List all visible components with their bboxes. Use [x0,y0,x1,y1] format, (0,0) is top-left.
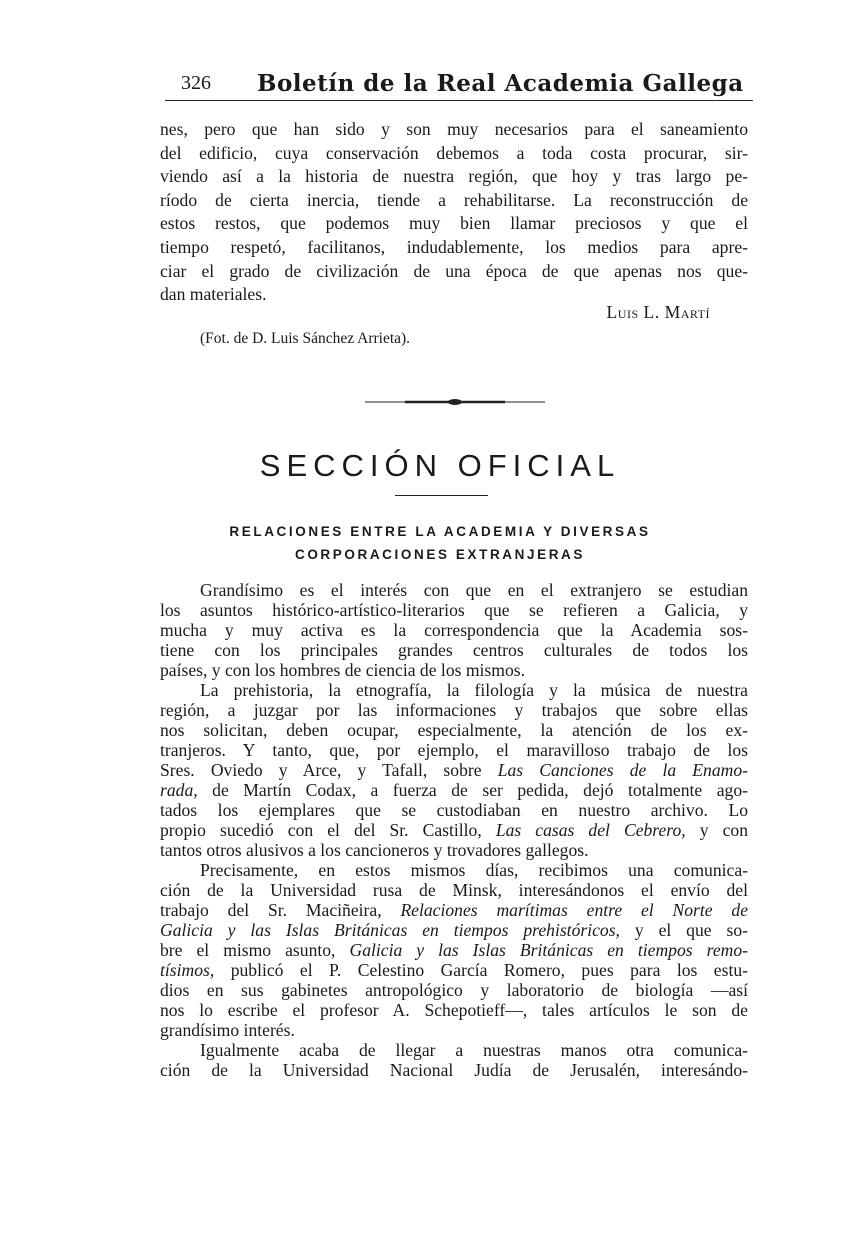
text-run: de Martín Codax, a fuerza de ser pedida, dejó totalmente ago- [197,780,748,800]
text-line: La prehistoria, la etnografía, la filología y la música de nuestra [200,680,748,700]
text-line: región, a juzgar por las informaciones y trabajos que sobre ellas [160,700,748,720]
article-body [160,580,748,1080]
text-line: ción de la Universidad Nacional Judía de Jerusalén, interesándo- [160,1060,748,1080]
text-run: y el que so- [619,920,748,940]
section-divider-ornament [365,395,545,409]
section-title-rule [395,495,488,496]
text-line [160,960,748,980]
text-line [160,900,748,920]
text-run: y con [685,820,748,840]
text-line: dios en sus gabinetes antropológico y laboratorio de biología —así [160,980,748,1000]
text-run: trabajo del Sr. Maciñeira, [160,900,401,920]
page-number: 326 [181,72,211,94]
text-line: viendo así a la historia de nuestra región, que hoy y tras largo pe- [160,166,748,187]
text-line [160,920,748,940]
text-line: ríodo de cierta inercia, tiende a rehabilitarse. La reconstrucción de [160,189,748,210]
text-run: bre el mismo asunto, [160,940,350,960]
text-line: ción de la Universidad rusa de Minsk, interesándonos el envío del [160,880,748,900]
text-line: los asuntos histórico-artístico-literarios que se refieren a Galicia, y [160,600,748,620]
text-line [160,760,748,780]
text-line: estos restos, que podemos muy bien llamar preciosos y que el [160,213,748,234]
article-subtitle-line: RELACIONES ENTRE LA ACADEMIA Y DIVERSAS [229,524,651,539]
text-line: tranjeros. Y tanto, que, por ejemplo, el maravilloso trabajo de los [160,740,748,760]
previous-article-text [160,118,748,307]
book-title: rada, [160,780,198,800]
book-title: Las casas del Cebrero, [495,820,686,840]
text-line: grandísimo interés. [160,1020,295,1040]
text-line: Precisamente, en estos mismos días, recibimos una comunica- [200,860,748,880]
text-line [160,940,748,960]
text-line: dan materiales. [160,284,267,305]
text-line: tiene con los principales grandes centros culturales de todos los [160,640,748,660]
text-line: mucha y muy activa es la correspondencia que la Academia sos- [160,620,748,640]
text-run: Sres. Oviedo y Arce, y Tafall, sobre [160,760,498,780]
book-title: Galicia y las Islas Británicas en tiempos prehistóricos, [160,920,620,940]
text-line: países, y con los hombres de ciencia de los mismos. [160,660,526,680]
text-line: del edificio, cuya conservación debemos a toda costa procurar, sir- [160,142,748,163]
header-rule [165,100,753,101]
book-title: Relaciones marítimas entre el Norte de [400,900,748,920]
journal-title: Boletín de la Real Academia Gallega [257,70,744,97]
text-line: nes, pero que han sido y son muy necesarios para el saneamiento [160,119,748,139]
running-header [165,70,750,100]
text-line: Grandísimo es el interés con que en el extranjero se estudian [200,580,748,600]
author-signature: Luis L. Martí [606,302,710,322]
text-line: Igualmente acaba de llegar a nuestras manos otra comunica- [200,1040,748,1060]
book-title: tísimos, [160,960,215,980]
book-title: Las Canciones de la Enamo- [497,760,748,780]
text-line: tados los ejemplares que se custodiaban en nuestro archivo. Lo [160,800,748,820]
text-line [160,820,748,840]
book-title: Galicia y las Islas Británicas en tiempos remo- [349,940,748,960]
text-run: propio sucedió con el del Sr. Castillo, [160,820,496,840]
text-line: nos lo escribe el profesor A. Schepotieff—, tales artículos le son de [160,1000,748,1020]
text-run: publicó el P. Celestino García Romero, pues para los estu- [214,960,748,980]
text-line [160,780,748,800]
photo-credit: (Fot. de D. Luis Sánchez Arrieta). [200,330,411,347]
article-subtitle-line: CORPORACIONES EXTRANJERAS [294,547,586,562]
text-line: tiempo respetó, facilitanos, indudablemente, los medios para apre- [160,236,748,257]
text-line: nos solicitan, deben ocupar, especialmente, la atención de los ex- [160,720,748,740]
section-title: SECCIÓN OFICIAL [259,448,621,483]
text-line: tantos otros alusivos a los cancioneros y trovadores gallegos. [160,840,589,860]
text-line: ciar el grado de civilización de una época de que apenas nos que- [160,260,748,281]
